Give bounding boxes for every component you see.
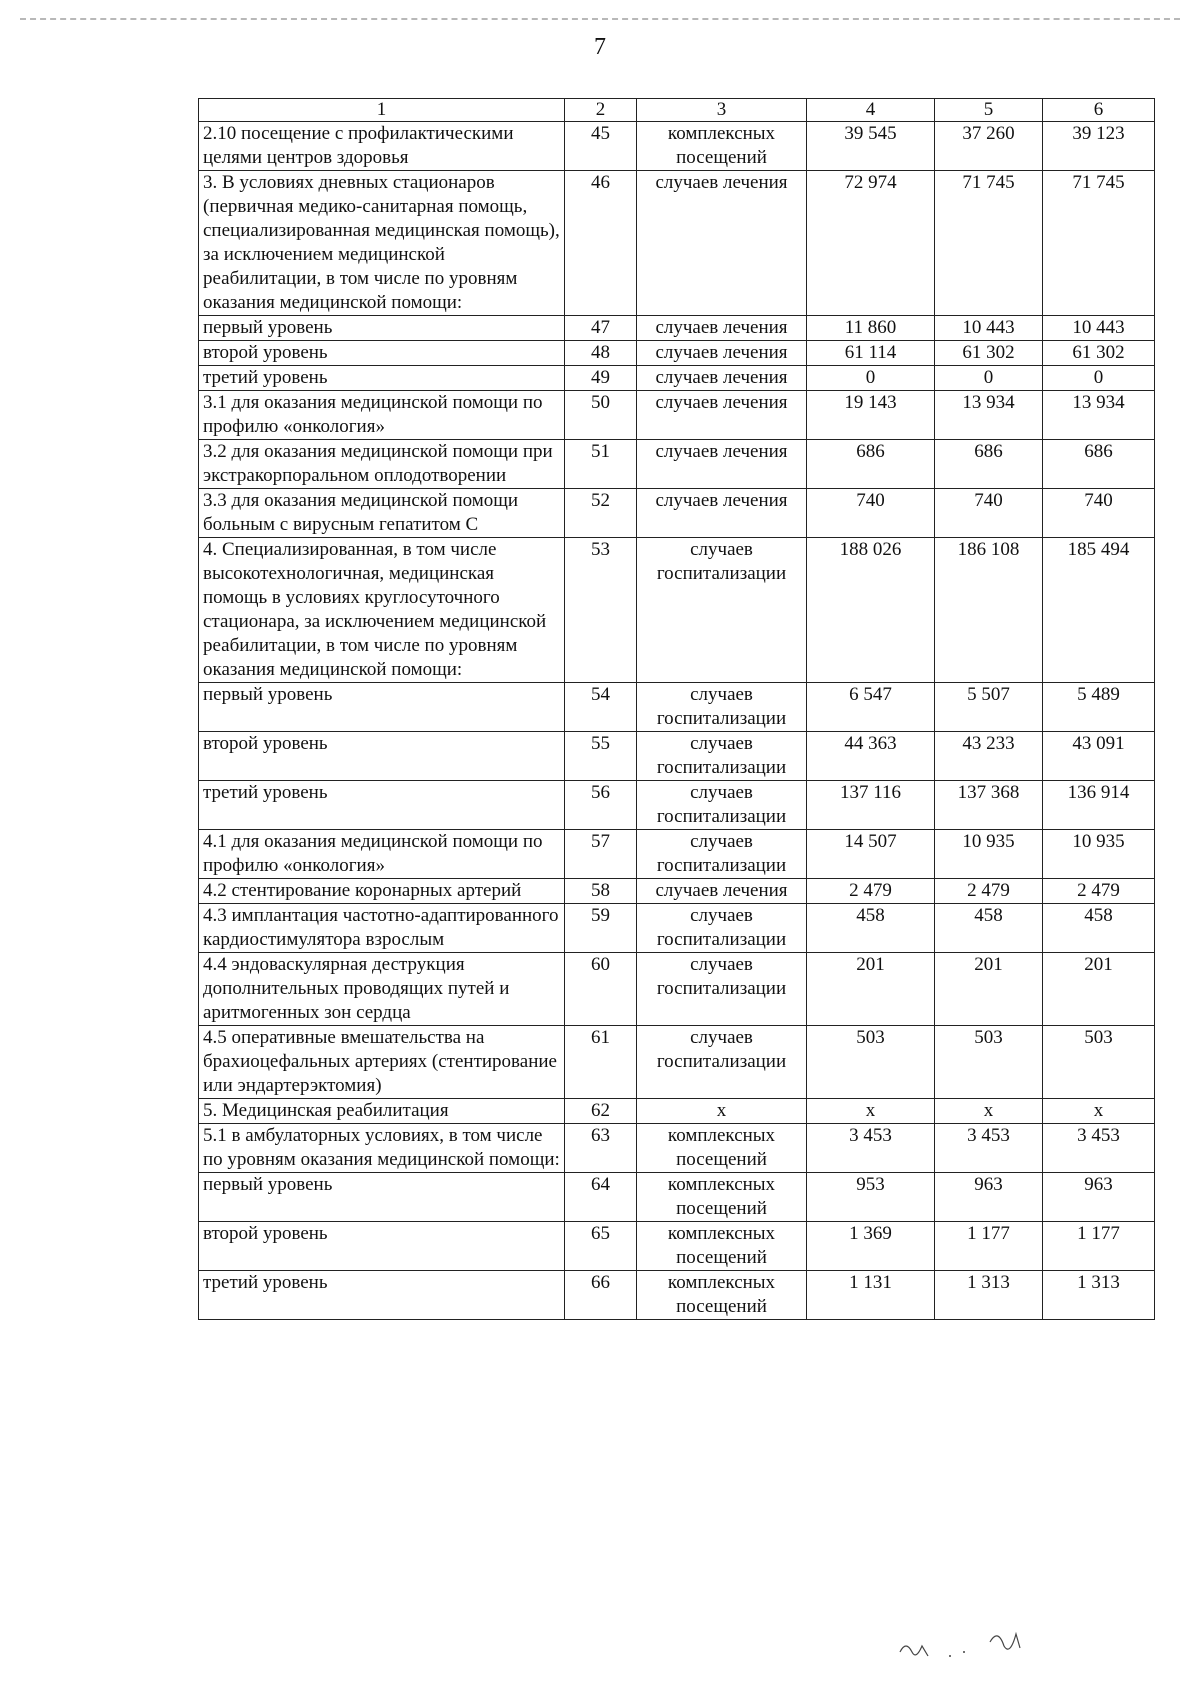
table-row (199, 879, 1155, 904)
row-value-col6: 136 914 (1043, 781, 1155, 830)
table-row (199, 341, 1155, 366)
row-value-col5: 10 443 (935, 316, 1043, 341)
row-name-cell: 4.5 оперативные вмешательства на брахиоцефальных артериях (стентирование или эндартерэктомия) (199, 1026, 565, 1099)
row-value-col5: 71 745 (935, 171, 1043, 316)
row-value-col6: 10 935 (1043, 830, 1155, 879)
row-value-col5: 0 (935, 366, 1043, 391)
col-header-5: 5 (935, 99, 1043, 122)
row-value-col6: 740 (1043, 489, 1155, 538)
row-value-col6: 686 (1043, 440, 1155, 489)
row-name-cell: второй уровень (199, 732, 565, 781)
row-value-col4: 6 547 (807, 683, 935, 732)
row-code-cell: 63 (565, 1124, 637, 1173)
data-table (198, 98, 1155, 1320)
row-unit-cell: комплексных посещений (637, 122, 807, 171)
row-code-cell: 52 (565, 489, 637, 538)
table-row (199, 1222, 1155, 1271)
col-header-4: 4 (807, 99, 935, 122)
row-code-cell: 45 (565, 122, 637, 171)
table-row (199, 440, 1155, 489)
row-unit-cell: случаев госпитализации (637, 1026, 807, 1099)
row-unit-cell: комплексных посещений (637, 1222, 807, 1271)
scan-edge-line (20, 18, 1180, 20)
row-value-col5: х (935, 1099, 1043, 1124)
row-unit-cell: случаев лечения (637, 440, 807, 489)
table-row (199, 489, 1155, 538)
row-value-col5: 186 108 (935, 538, 1043, 683)
row-value-col4: 2 479 (807, 879, 935, 904)
row-name-cell: 3.1 для оказания медицинской помощи по профилю «онкология» (199, 391, 565, 440)
row-name-cell: 5.1 в амбулаторных условиях, в том числе по уровням оказания медицинской помощи: (199, 1124, 565, 1173)
row-value-col6: 3 453 (1043, 1124, 1155, 1173)
row-value-col6: 39 123 (1043, 122, 1155, 171)
row-name-cell: 3.3 для оказания медицинской помощи больным с вирусным гепатитом С (199, 489, 565, 538)
row-value-col5: 503 (935, 1026, 1043, 1099)
row-name-cell: второй уровень (199, 1222, 565, 1271)
table-row (199, 781, 1155, 830)
row-unit-cell: случаев лечения (637, 316, 807, 341)
row-name-cell: 3. В условиях дневных стационаров (первичная медико-санитарная помощь, специализированная медицинская помощь), за исключением медицинской реабилитации, в том числе по уровням оказания медицинской помощи: (199, 171, 565, 316)
table-row (199, 366, 1155, 391)
table-row (199, 904, 1155, 953)
table-row (199, 1124, 1155, 1173)
table-row (199, 1271, 1155, 1320)
row-unit-cell: случаев госпитализации (637, 904, 807, 953)
row-value-col4: 137 116 (807, 781, 935, 830)
row-name-cell: первый уровень (199, 683, 565, 732)
row-value-col6: 71 745 (1043, 171, 1155, 316)
row-value-col5: 43 233 (935, 732, 1043, 781)
table-header-row (199, 99, 1155, 122)
row-unit-cell: х (637, 1099, 807, 1124)
row-value-col6: 503 (1043, 1026, 1155, 1099)
row-value-col5: 37 260 (935, 122, 1043, 171)
row-name-cell: третий уровень (199, 781, 565, 830)
row-name-cell: 4.4 эндоваскулярная деструкция дополнительных проводящих путей и аритмогенных зон сердца (199, 953, 565, 1026)
table-row (199, 122, 1155, 171)
row-code-cell: 66 (565, 1271, 637, 1320)
row-code-cell: 59 (565, 904, 637, 953)
row-unit-cell: комплексных посещений (637, 1124, 807, 1173)
table-row (199, 683, 1155, 732)
row-value-col4: 0 (807, 366, 935, 391)
row-code-cell: 49 (565, 366, 637, 391)
row-value-col5: 1 177 (935, 1222, 1043, 1271)
row-value-col4: 61 114 (807, 341, 935, 366)
row-name-cell: первый уровень (199, 316, 565, 341)
row-value-col5: 458 (935, 904, 1043, 953)
row-value-col6: 5 489 (1043, 683, 1155, 732)
row-value-col5: 10 935 (935, 830, 1043, 879)
row-unit-cell: случаев лечения (637, 879, 807, 904)
row-code-cell: 58 (565, 879, 637, 904)
row-name-cell: 4.1 для оказания медицинской помощи по профилю «онкология» (199, 830, 565, 879)
row-code-cell: 64 (565, 1173, 637, 1222)
row-code-cell: 56 (565, 781, 637, 830)
row-name-cell: 2.10 посещение с профилактическими целями центров здоровья (199, 122, 565, 171)
row-value-col6: 185 494 (1043, 538, 1155, 683)
row-value-col4: 686 (807, 440, 935, 489)
table-row (199, 171, 1155, 316)
row-value-col4: 201 (807, 953, 935, 1026)
row-value-col5: 13 934 (935, 391, 1043, 440)
row-code-cell: 54 (565, 683, 637, 732)
row-value-col5: 740 (935, 489, 1043, 538)
row-unit-cell: комплексных посещений (637, 1271, 807, 1320)
table-row (199, 391, 1155, 440)
row-value-col6: 2 479 (1043, 879, 1155, 904)
col-header-1: 1 (199, 99, 565, 122)
row-value-col6: 458 (1043, 904, 1155, 953)
row-code-cell: 55 (565, 732, 637, 781)
row-value-col4: 11 860 (807, 316, 935, 341)
row-unit-cell: комплексных посещений (637, 1173, 807, 1222)
col-header-3: 3 (637, 99, 807, 122)
row-value-col4: 188 026 (807, 538, 935, 683)
table-row (199, 830, 1155, 879)
page-number: 7 (594, 34, 606, 60)
row-value-col4: 953 (807, 1173, 935, 1222)
table-row (199, 732, 1155, 781)
row-name-cell: 4.2 стентирование коронарных артерий (199, 879, 565, 904)
row-value-col4: х (807, 1099, 935, 1124)
row-value-col5: 1 313 (935, 1271, 1043, 1320)
row-value-col6: 43 091 (1043, 732, 1155, 781)
row-value-col6: 10 443 (1043, 316, 1155, 341)
col-header-2: 2 (565, 99, 637, 122)
row-code-cell: 48 (565, 341, 637, 366)
row-value-col6: 13 934 (1043, 391, 1155, 440)
row-value-col5: 2 479 (935, 879, 1043, 904)
row-unit-cell: случаев госпитализации (637, 538, 807, 683)
row-code-cell: 65 (565, 1222, 637, 1271)
table-body (199, 122, 1155, 1320)
row-value-col6: 963 (1043, 1173, 1155, 1222)
row-value-col6: х (1043, 1099, 1155, 1124)
row-value-col5: 5 507 (935, 683, 1043, 732)
table-row (199, 1026, 1155, 1099)
row-value-col4: 1 369 (807, 1222, 935, 1271)
table-row (199, 1099, 1155, 1124)
row-code-cell: 60 (565, 953, 637, 1026)
row-code-cell: 57 (565, 830, 637, 879)
row-unit-cell: случаев лечения (637, 391, 807, 440)
row-name-cell: третий уровень (199, 1271, 565, 1320)
row-unit-cell: случаев лечения (637, 489, 807, 538)
col-header-6: 6 (1043, 99, 1155, 122)
row-unit-cell: случаев лечения (637, 171, 807, 316)
row-value-col6: 1 177 (1043, 1222, 1155, 1271)
row-code-cell: 61 (565, 1026, 637, 1099)
table-row (199, 1173, 1155, 1222)
row-value-col5: 137 368 (935, 781, 1043, 830)
row-value-col5: 201 (935, 953, 1043, 1026)
row-value-col4: 740 (807, 489, 935, 538)
row-unit-cell: случаев госпитализации (637, 683, 807, 732)
row-unit-cell: случаев лечения (637, 341, 807, 366)
row-name-cell: 4. Специализированная, в том числе высокотехнологичная, медицинская помощь в условиях круглосуточного стационара, за исключением медицинской реабилитации, в том числе по уровням оказания медицинской помощи: (199, 538, 565, 683)
row-value-col5: 61 302 (935, 341, 1043, 366)
row-unit-cell: случаев госпитализации (637, 781, 807, 830)
row-value-col6: 0 (1043, 366, 1155, 391)
row-name-cell: 3.2 для оказания медицинской помощи при экстракорпоральном оплодотворении (199, 440, 565, 489)
row-value-col4: 458 (807, 904, 935, 953)
row-unit-cell: случаев лечения (637, 366, 807, 391)
row-code-cell: 47 (565, 316, 637, 341)
row-value-col5: 3 453 (935, 1124, 1043, 1173)
row-value-col4: 3 453 (807, 1124, 935, 1173)
row-unit-cell: случаев госпитализации (637, 732, 807, 781)
row-code-cell: 50 (565, 391, 637, 440)
row-value-col6: 1 313 (1043, 1271, 1155, 1320)
table-row (199, 316, 1155, 341)
signature-mark (880, 1612, 1080, 1672)
row-name-cell: 4.3 имплантация частотно-адаптированного кардиостимулятора взрослым (199, 904, 565, 953)
row-value-col4: 44 363 (807, 732, 935, 781)
row-value-col5: 963 (935, 1173, 1043, 1222)
table-row (199, 538, 1155, 683)
row-value-col4: 14 507 (807, 830, 935, 879)
row-code-cell: 53 (565, 538, 637, 683)
row-name-cell: третий уровень (199, 366, 565, 391)
row-value-col6: 61 302 (1043, 341, 1155, 366)
row-name-cell: 5. Медицинская реабилитация (199, 1099, 565, 1124)
row-value-col4: 39 545 (807, 122, 935, 171)
row-name-cell: второй уровень (199, 341, 565, 366)
row-value-col4: 19 143 (807, 391, 935, 440)
row-unit-cell: случаев госпитализации (637, 830, 807, 879)
row-code-cell: 51 (565, 440, 637, 489)
row-code-cell: 46 (565, 171, 637, 316)
row-value-col4: 503 (807, 1026, 935, 1099)
row-unit-cell: случаев госпитализации (637, 953, 807, 1026)
row-value-col4: 1 131 (807, 1271, 935, 1320)
row-value-col6: 201 (1043, 953, 1155, 1026)
row-name-cell: первый уровень (199, 1173, 565, 1222)
row-value-col4: 72 974 (807, 171, 935, 316)
row-code-cell: 62 (565, 1099, 637, 1124)
table-row (199, 953, 1155, 1026)
row-value-col5: 686 (935, 440, 1043, 489)
